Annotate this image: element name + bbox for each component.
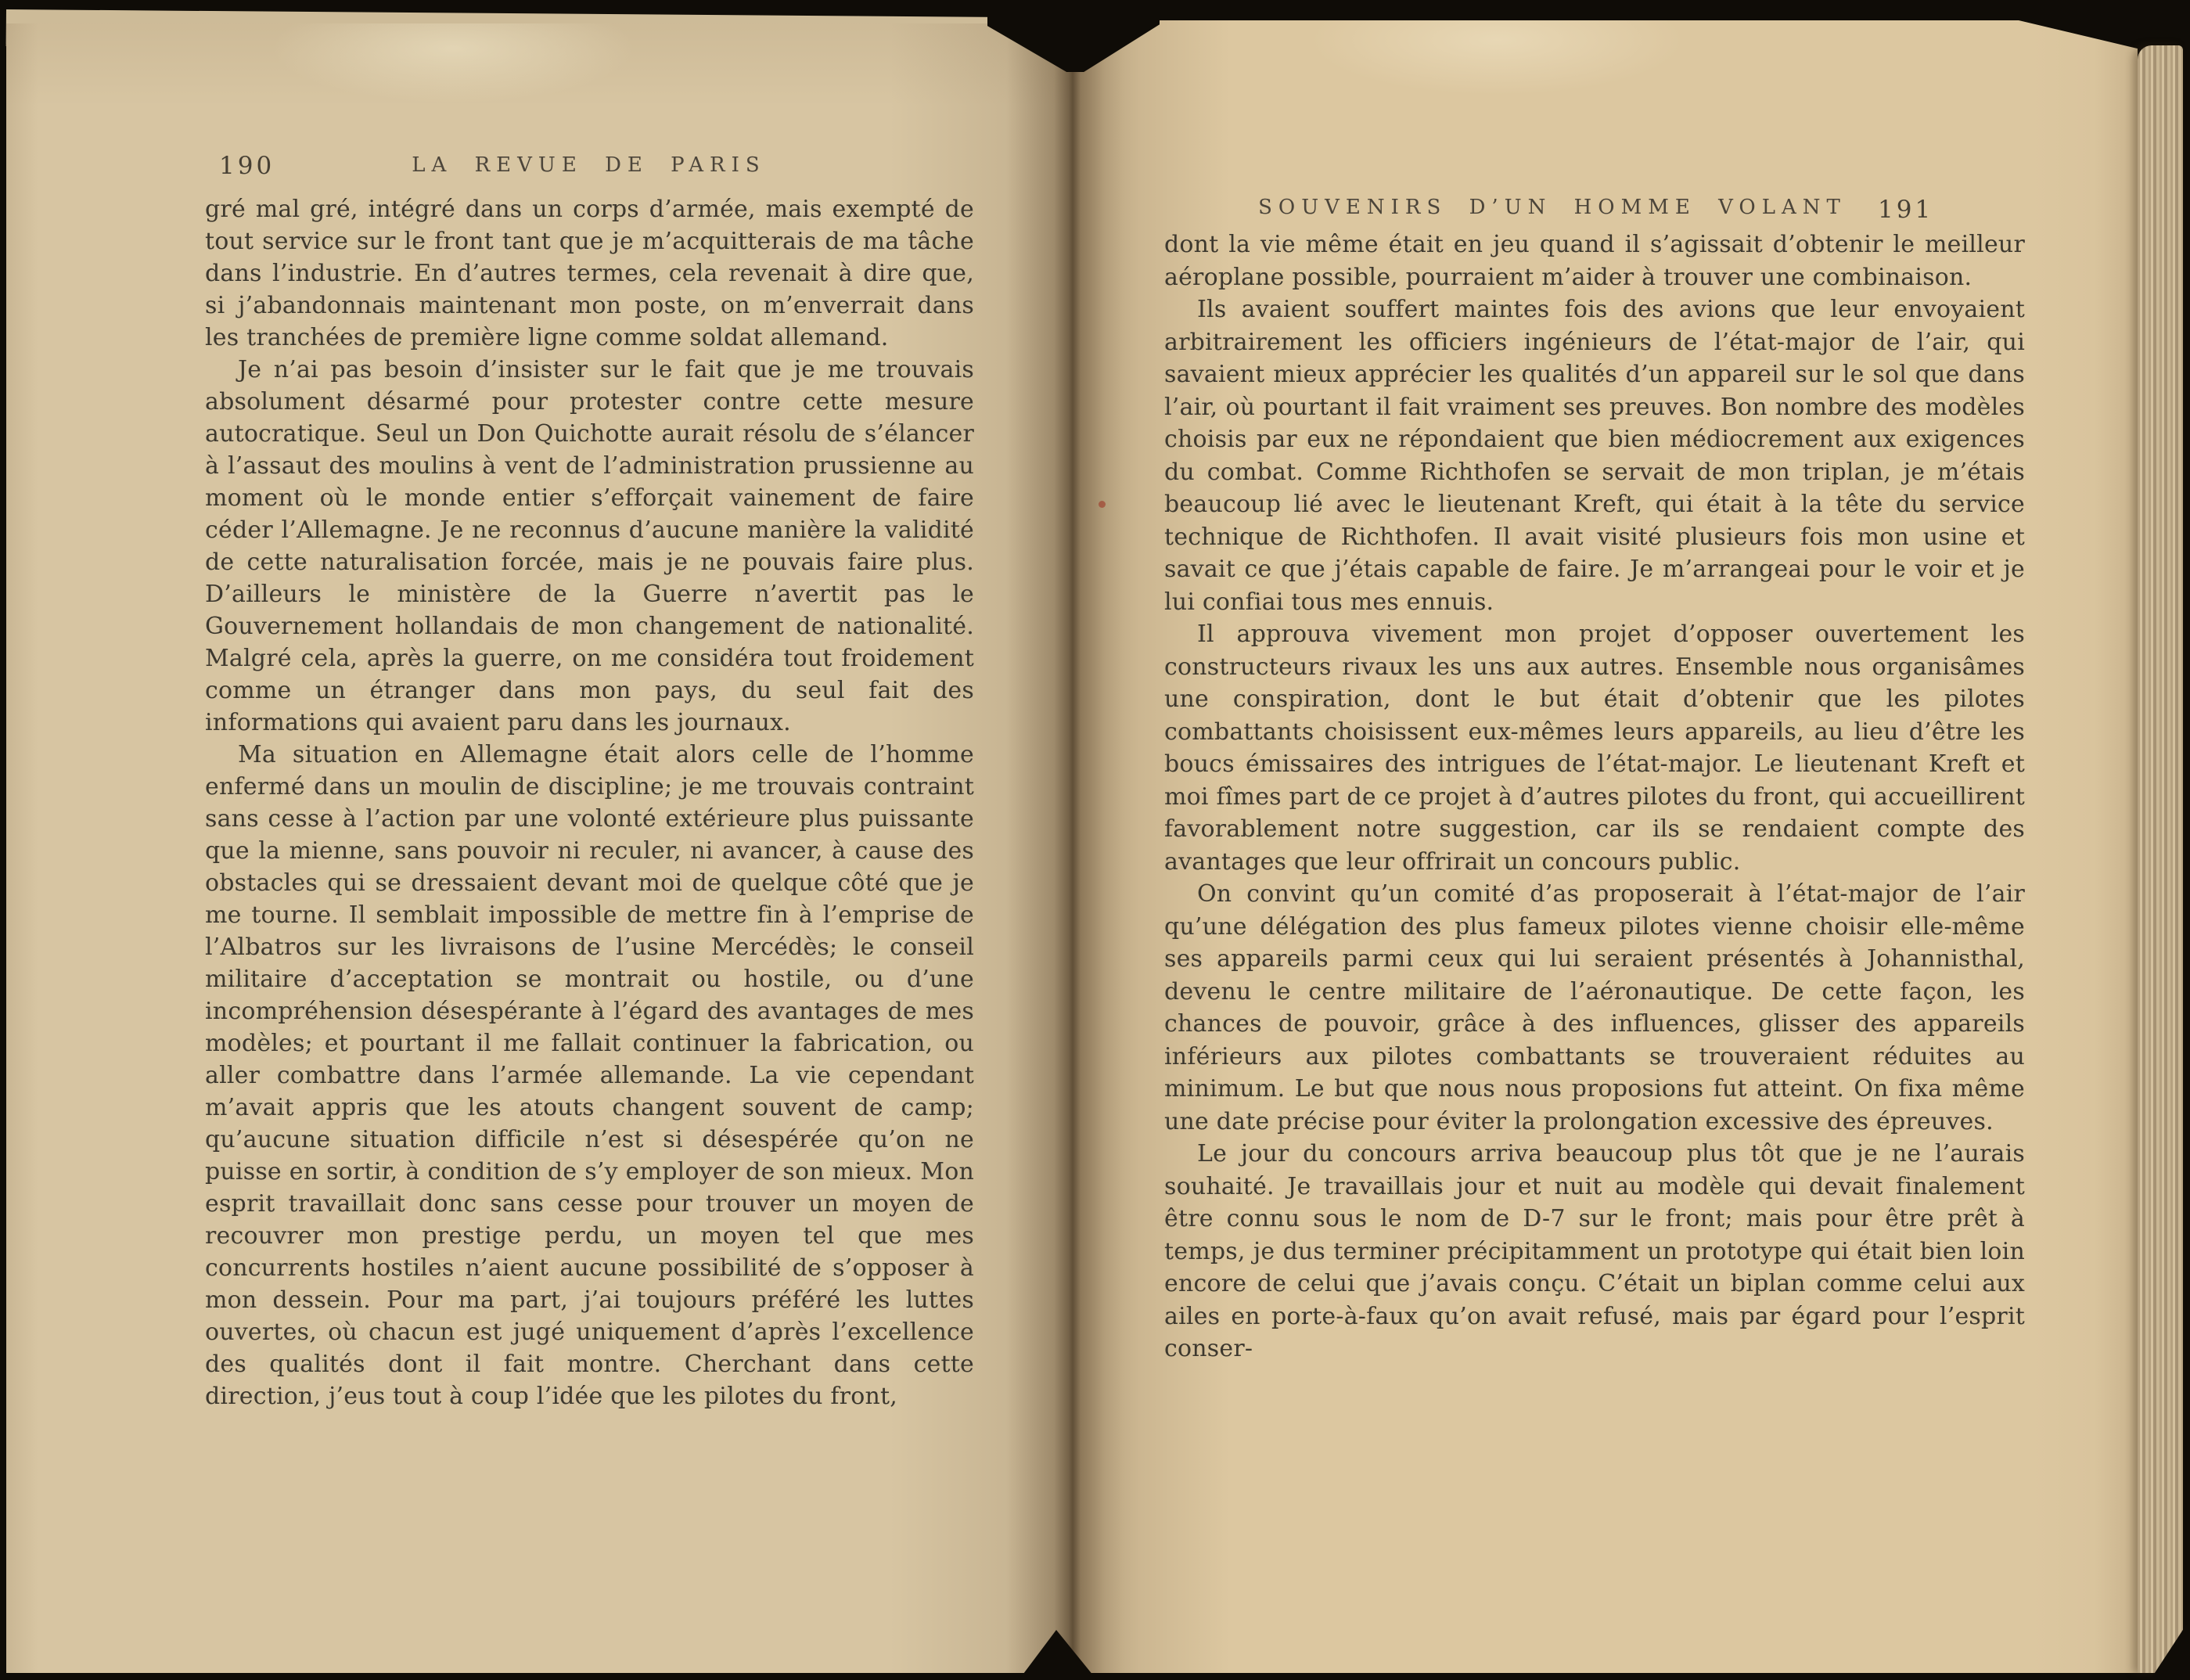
right-page-number: 191 [1878, 196, 1934, 224]
page-edges-stack [2138, 45, 2183, 1673]
paragraph: Il approuva vivement mon projet d’opposer ouvertement les constructeurs rivaux les uns aux autres. Ensemble nous organisâmes une conspiration, dont le but était d’obtenir que les pilotes combattants choisissent eux-mêmes leurs appareils, au lieu d’être les boucs émissaires des intrigues de l’état-major. Le lieutenant Kreft et moi fîmes part de ce projet à d’autres pilotes du front, qui accueillirent favorablement notre suggestion, car ils se rendaient compte des avantages que leur offrirait un concours public. [1164, 621, 2025, 876]
right-page-body [1164, 228, 2025, 1365]
paragraph: On convint qu’un comité d’as proposerait à l’état-major de l’air qu’une délégation des plus fameux pilotes vienne choisir elle-même ses appareils parmi ceux qui lui seraient présentés à Johannisthal, devenu le centre militaire de l’aéronautique. De cette façon, les chances de pouvoir, grâce à des influences, glisser des appareils inférieurs aux pilotes combattants se trouveraient réduites au minimum. Le but que nous nous proposions fut atteint. On fixa même une date précise pour éviter la prolongation excessive des épreuves. [1164, 880, 2025, 1135]
paragraph: Ils avaient souffert maintes fois des avions que leur envoyaient arbitrairement les officiers ingénieurs de l’état-major de l’air, qui savaient mieux apprécier les qualités d’un appareil sur le sol que dans l’air, où pourtant il fait vraiment ses preuves. Bon nombre des modèles choisis par eux ne répondaient que bien médiocrement aux exigences du combat. Comme Richthofen se servait de mon triplan, je m’étais beaucoup lié avec le lieutenant Kreft, qui était à la tête du service technique de Richthofen. Il avait visité plusieurs fois mon usine et savait ce que j’étais capable de faire. Je m’arrangeai pour le voir et je lui confiai tous mes ennuis. [1164, 296, 2025, 616]
left-page-number: 190 [219, 152, 275, 180]
paragraph: Je n’ai pas besoin d’insister sur le fait que je me trouvais absolument désarmé pour protester contre cette mesure autocratique. Seul un Don Quichotte aurait résolu de s’élancer à l’assaut des moulins à vent de l’administration prussienne au moment où le monde entier s’efforçait vainement de faire céder l’Allemagne. Je ne reconnus d’aucune manière la validité de cette naturalisation forcée, mais je ne pouvais faire plus. D’ailleurs le ministère de la Guerre n’avertit pas le Gouvernement hollandais de mon changement de nationalité. Malgré cela, après la guerre, on me considéra tout froidement comme un étranger dans mon pays, du seul fait des informations qui avaient paru dans les journaux. [205, 356, 974, 736]
paragraph: Ma situation en Allemagne était alors celle de l’homme enfermé dans un moulin de discipline; je me trouvais contraint sans cesse à l’action par une volonté extérieure plus puissante que la mienne, sans pouvoir ni reculer, ni avancer, à cause des obstacles qui se dressaient devant moi de quelque côté que je me tourne. Il semblait impossible de mettre fin à l’emprise de l’Albatros sur les livraisons de l’usine Mercédès; le conseil militaire d’acceptation se montrait ou hostile, ou d’une incompréhension désespérante à l’égard des avantages de mes modèles; et pourtant il me fallait continuer la fabrication, ou aller combattre dans l’armée allemande. La vie cependant m’avait appris que les atouts changent souvent de camp; qu’aucune situation difficile n’est si désespérée qu’on ne puisse en sortir, à condition de s’y employer de son mieux. Mon esprit travaillait donc sans cesse pour trouver un moyen de recouvrer mon prestige perdu, un moyen tel que mes concurrents hostiles n’aient aucune possibilité de s’opposer à mon dessein. Pour ma part, j’ai toujours préféré les luttes ouvertes, où chacun est jugé uniquement d’après l’excellence des qualités dont il fait montre. Cherchant dans cette direction, j’eus tout à coup l’idée que les pilotes du front, [205, 741, 974, 1410]
scan-speck [1099, 501, 1106, 508]
left-page-body [205, 193, 974, 1412]
left-running-header [203, 152, 974, 183]
right-running-header [1164, 194, 2026, 225]
left-header-title: LA REVUE DE PARIS [412, 153, 766, 177]
paragraph: dont la vie même était en jeu quand il s’agissait d’obtenir le meilleur aéroplane possible, pourraient m’aider à trouver une combinaison. [1164, 231, 2025, 291]
paragraph: gré mal gré, intégré dans un corps d’armée, mais exempté de tout service sur le front tant que je m’acquitterais de ma tâche dans l’industrie. En d’autres termes, cela revenait à dire que, si j’abandonnais maintenant mon poste, on m’enverrait dans les tranchées de première ligne comme soldat allemand. [205, 196, 974, 351]
right-header-title: SOUVENIRS D’UN HOMME VOLANT [1258, 196, 1847, 219]
paragraph: Le jour du concours arriva beaucoup plus tôt que je ne l’aurais souhaité. Je travaillais jour et nuit au modèle qui devait finalement être connu sous le nom de D-7 sur le front; mais pour être prêt à temps, je dus terminer précipitamment un prototype qui était bien loin encore de celui que j’avais conçu. C’était un biplan comme celui aux ailes en porte-à-faux qu’on avait refusé, mais par égard pour l’esprit conser- [1164, 1140, 2025, 1362]
